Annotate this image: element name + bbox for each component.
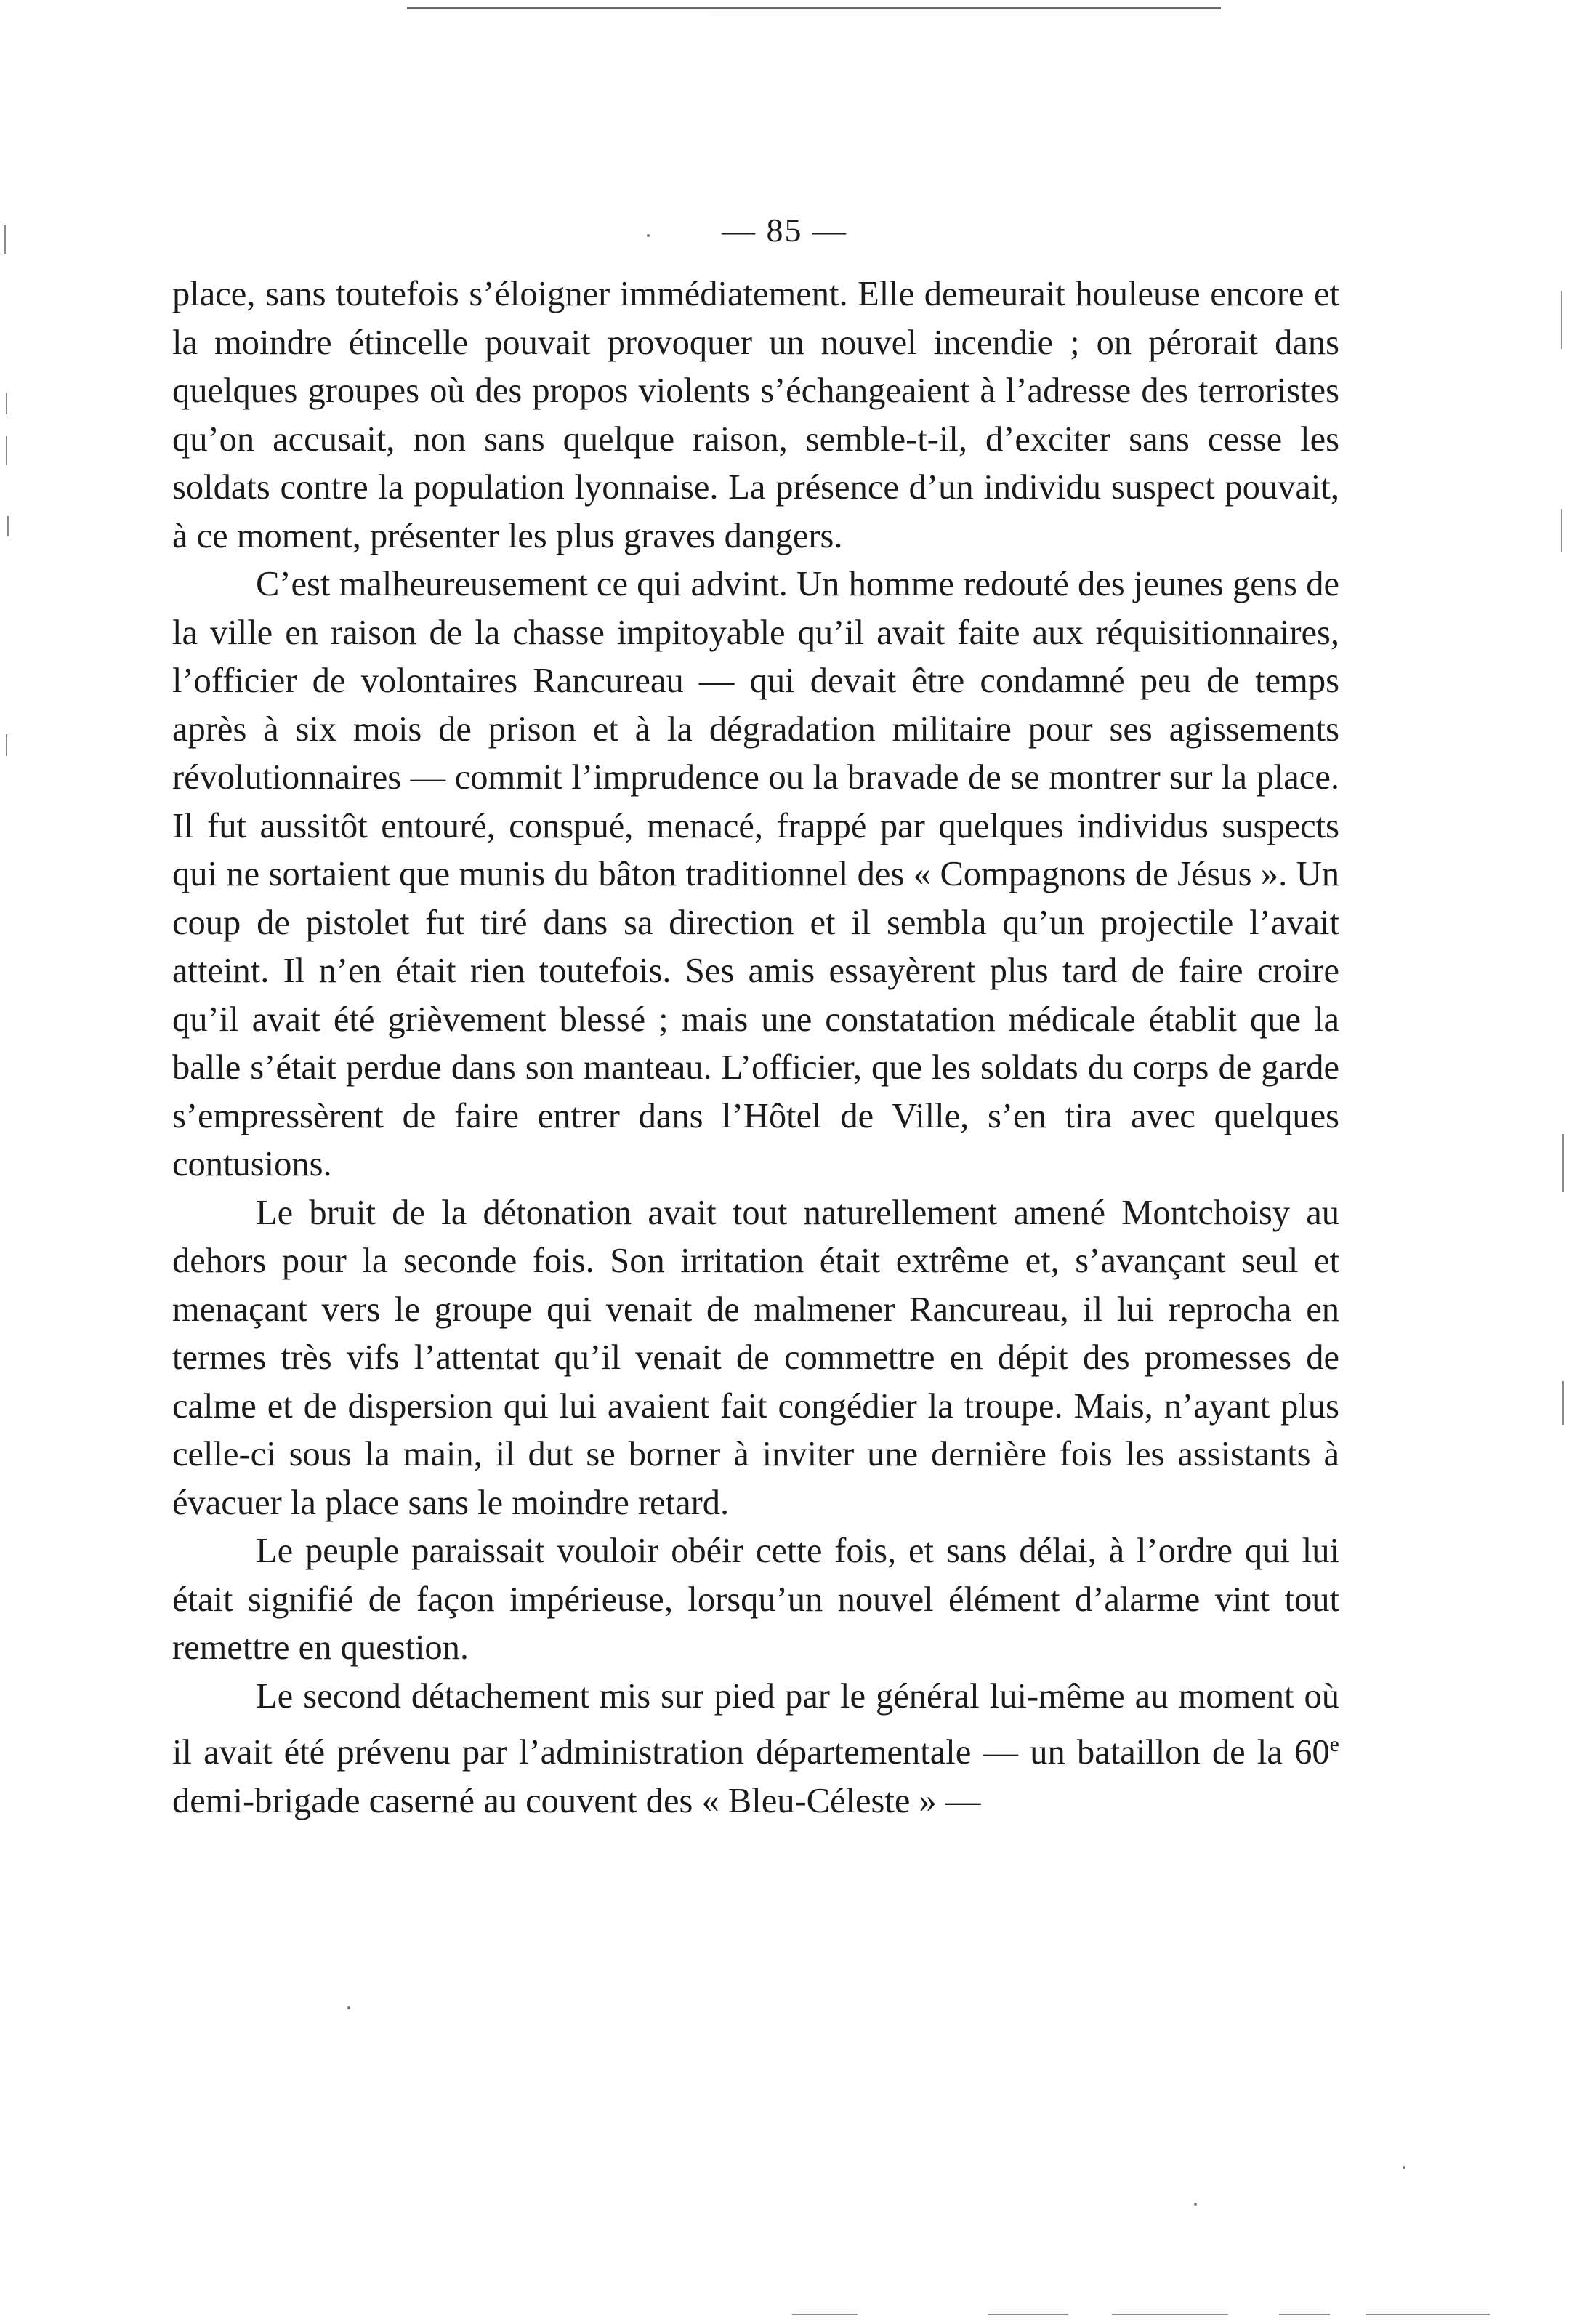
scan-border-line bbox=[1279, 2314, 1330, 2315]
scan-speck bbox=[1194, 2203, 1197, 2206]
paragraph-5-text: Le second détachement mis sur pied par le général lui-même au moment où il avait été prévenu par l’administration départementale — un bataillon de la 60 bbox=[172, 1676, 1339, 1772]
scan-margin-mark bbox=[1562, 1381, 1564, 1425]
body-text bbox=[172, 270, 1339, 1825]
scan-margin-mark bbox=[1562, 1134, 1564, 1192]
page-number: — 85 — bbox=[722, 212, 847, 249]
paragraph-3: Le bruit de la détonation avait tout naturellement amené Montchoisy au dehors pour la seconde fois. Son irritation était extrême et, s’avançant seul et menaçant vers le groupe qui venait de malmener Rancureau, il lui reprocha en termes très vifs l’attentat qu’il venait de commettre en dépit des promesses de calme et de dispersion qui lui avaient fait congédier la troupe. Mais, n’ayant plus celle-ci sous la main, il dut se borner à inviter une dernière fois les assistants à évacuer la place sans le moindre retard. bbox=[172, 1193, 1339, 1522]
scan-border-line bbox=[1366, 2314, 1490, 2315]
superscript-e: e bbox=[1329, 1732, 1339, 1756]
scan-border-line bbox=[1112, 2314, 1228, 2315]
scan-speck bbox=[347, 2006, 350, 2009]
paragraph-2: C’est malheureusement ce qui advint. Un homme redouté des jeunes gens de la ville en raison de la chasse impitoyable qu’il avait faite aux réquisitionnaires, l’officier de volontaires Rancureau — qui devait être condamné peu de temps après à six mois de prison et à la dégradation militaire pour ses agissements révolutionnaires — commit l’imprudence ou la bravade de se montrer sur la place. Il fut aussitôt entouré, conspué, menacé, frappé par quelques individus suspects qui ne sortaient que munis du bâton traditionnel des « Compagnons de Jésus ». Un coup de pistolet fut tiré dans sa direction et il sembla qu’un projectile l’avait atteint. Il n’en était rien toutefois. Ses amis essayèrent plus tard de faire croire qu’il avait été grièvement blessé ; mais une constatation médicale établit que la balle s’était perdue dans son manteau. L’officier, que les soldats du corps de garde s’empressèrent de faire entrer dans l’Hôtel de Ville, s’en tira avec quelques contusions. bbox=[172, 565, 1339, 1183]
scan-margin-mark bbox=[6, 734, 7, 756]
paragraph-5-text-end: demi-brigade caserné au couvent des « Bleu-Céleste » — bbox=[172, 1781, 981, 1820]
scan-margin-mark bbox=[6, 393, 7, 414]
scan-border-line bbox=[792, 2314, 858, 2315]
scan-border-line bbox=[407, 7, 1221, 9]
scan-margin-mark bbox=[1561, 291, 1562, 349]
paragraph-1: place, sans toutefois s’éloigner immédiatement. Elle demeurait houleuse encore et la moindre étincelle pouvait provoquer un nouvel incendie ; on pérorait dans quelques groupes où des propos violents s’échangeaient à l’adresse des terroristes qu’on accusait, non sans quelque raison, semble-t-il, d’exciter sans cesse les soldats contre la population lyonnaise. La présence d’un individu suspect pouvait, à ce moment, présenter les plus graves dangers. bbox=[172, 275, 1339, 555]
scan-margin-mark bbox=[7, 516, 9, 536]
scan-speck bbox=[1403, 2166, 1405, 2169]
scan-border-line bbox=[988, 2314, 1068, 2315]
paragraph-5 bbox=[172, 1673, 1339, 1826]
scan-margin-mark bbox=[1561, 509, 1562, 552]
scan-margin-mark bbox=[6, 436, 7, 465]
paragraph-4: Le peuple paraissait vouloir obéir cette fois, et sans délai, à l’ordre qui lui était signifié de façon impérieuse, lorsqu’un nouvel élément d’alarme vint tout remettre en question. bbox=[172, 1532, 1339, 1667]
